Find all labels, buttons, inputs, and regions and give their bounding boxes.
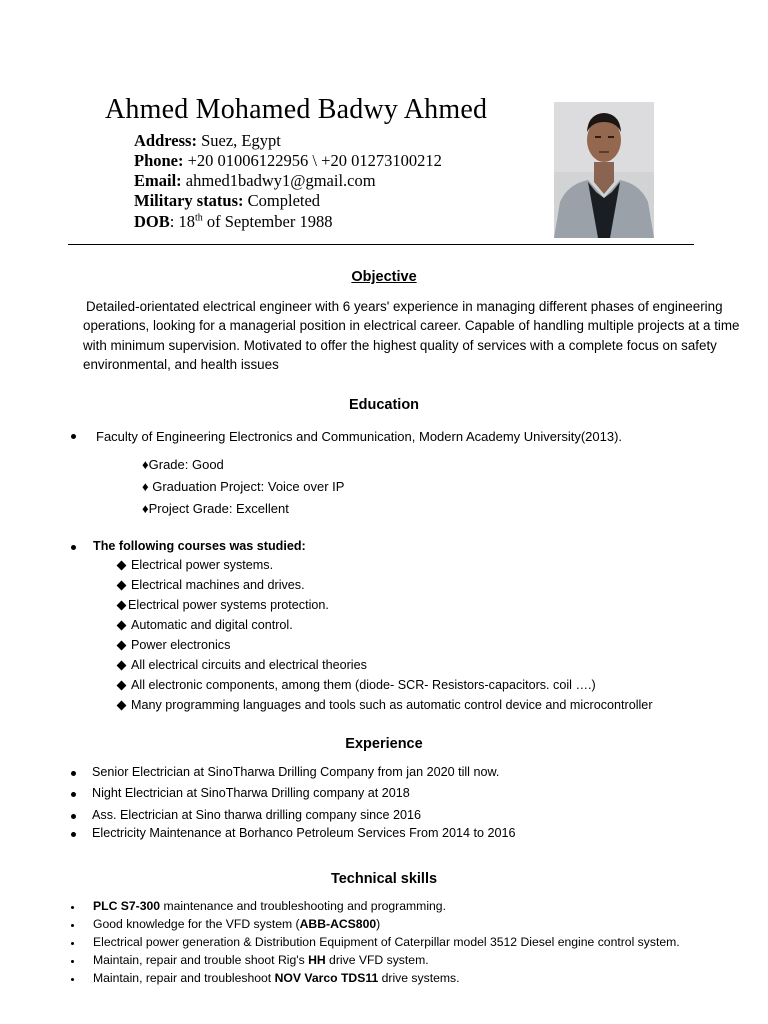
- course-item: [116, 618, 293, 632]
- diamond-bullet-icon: [117, 680, 127, 690]
- dob-day: : 18: [169, 212, 195, 231]
- skill-bold: ABB-ACS800: [299, 917, 377, 931]
- objective-line: Detailed-orientated electrical engineer with 6 years' experience in managing different phases of engineering: [86, 299, 723, 314]
- project-grade-line: ♦Project Grade: Excellent: [142, 501, 289, 516]
- education-heading: Education: [348, 397, 420, 413]
- skill-text: Good knowledge for the VFD system (: [93, 917, 300, 931]
- dob-suffix: th: [194, 212, 203, 224]
- address-line: [134, 131, 281, 151]
- objective-line: with minimum supervision. Motivated to offer the highest quality of services with a complete focus on safety: [83, 337, 717, 353]
- bullet-icon: [71, 960, 74, 963]
- skill-text-end: drive systems.: [378, 971, 460, 985]
- bullet-icon: [71, 978, 74, 981]
- skill-item: [93, 971, 460, 985]
- header-divider: [68, 244, 694, 245]
- course-label: Automatic and digital control.: [131, 618, 293, 632]
- diamond-bullet-icon: [117, 580, 127, 590]
- military-value: Completed: [243, 191, 321, 210]
- skill-bold: PLC S7-300: [93, 899, 161, 913]
- degree-text: Faculty of Engineering Electronics and Communication, Modern Academy University(2013).: [96, 429, 623, 444]
- course-item: [116, 558, 273, 572]
- skill-item: [93, 935, 680, 949]
- skill-text: maintenance and troubleshooting and programming.: [160, 899, 446, 913]
- bullet-icon: [71, 832, 76, 837]
- course-item: [116, 598, 329, 612]
- profile-photo-illustration: [554, 102, 654, 238]
- course-label: All electronic components, among them (diode- SCR- Resistors-capacitors. coil ….): [131, 678, 596, 692]
- skill-bold: HH: [308, 953, 326, 967]
- skill-text-end: drive VFD system.: [325, 953, 429, 967]
- course-item: [116, 698, 653, 712]
- courses-title: The following courses was studied:: [93, 539, 306, 553]
- candidate-name: Ahmed Mohamed Badwy Ahmed: [105, 94, 488, 125]
- bullet-icon: [71, 942, 74, 945]
- objective-line: operations, looking for a managerial position in electrical career. Capable of handling multiple projects at a time: [83, 318, 740, 334]
- email-value: ahmed1badwy1@gmail.com: [181, 171, 376, 190]
- objective-paragraph: [83, 297, 768, 375]
- diamond-bullet-icon: [117, 600, 127, 610]
- skill-text: Maintain, repair and troubleshoot: [93, 971, 275, 985]
- profile-photo: [554, 102, 654, 238]
- course-item: [116, 638, 230, 652]
- objective-line: environmental, and health issues: [83, 357, 279, 373]
- diamond-bullet-icon: [117, 640, 127, 650]
- experience-item: Night Electrician at SinoTharwa Drilling company at 2018: [92, 786, 410, 800]
- grade-line: ♦Grade: Good: [142, 457, 224, 472]
- bullet-icon: [71, 434, 76, 439]
- bullet-icon: [71, 906, 74, 909]
- skill-item: [93, 917, 380, 931]
- bullet-icon: [71, 792, 76, 797]
- course-label: All electrical circuits and electrical theories: [131, 658, 367, 672]
- dob-month-year: of September 1988: [202, 212, 333, 231]
- phone-line: [134, 151, 442, 171]
- diamond-bullet-icon: [117, 560, 127, 570]
- experience-item: Ass. Electrician at Sino tharwa drilling company since 2016: [92, 808, 421, 822]
- skill-item: [93, 899, 446, 913]
- course-label: Electrical power systems.: [131, 558, 274, 572]
- email-label: Email:: [134, 171, 182, 190]
- dob-line: [134, 212, 332, 232]
- course-item: [116, 678, 596, 692]
- course-item: [116, 658, 367, 672]
- course-label: Electrical machines and drives.: [131, 578, 305, 592]
- course-label: Many programming languages and tools such as automatic control device and microcontroller: [131, 698, 653, 712]
- phone-label: Phone:: [134, 151, 184, 170]
- experience-heading: Experience: [345, 736, 423, 752]
- objective-heading: Objective: [351, 269, 417, 285]
- address-label: Address:: [134, 131, 197, 150]
- skill-text: Electrical power generation & Distribution Equipment of Caterpillar model 3512 Diesel engine control system.: [93, 935, 680, 949]
- address-value: Suez, Egypt: [196, 131, 281, 150]
- diamond-bullet-icon: [117, 700, 127, 710]
- phone-value: +20 01006122956 \ +20 01273100212: [183, 151, 442, 170]
- dob-label: DOB: [134, 212, 170, 231]
- diamond-bullet-icon: [117, 660, 127, 670]
- course-label: Electrical power systems protection.: [128, 598, 329, 612]
- bullet-icon: [71, 814, 76, 819]
- course-item: [116, 578, 305, 592]
- graduation-project-line: ♦ Graduation Project: Voice over IP: [142, 479, 345, 494]
- skill-item: [93, 953, 429, 967]
- course-label: Power electronics: [131, 638, 231, 652]
- military-status-line: [134, 191, 320, 211]
- bullet-icon: [71, 545, 76, 550]
- technical-skills-heading: Technical skills: [330, 871, 438, 887]
- skill-text-end: ): [376, 917, 381, 931]
- bullet-icon: [71, 924, 74, 927]
- bullet-icon: [71, 771, 76, 776]
- military-label: Military status:: [134, 191, 244, 210]
- email-line: [134, 171, 376, 191]
- skill-text: Maintain, repair and trouble shoot Rig's: [93, 953, 309, 967]
- experience-item: Senior Electrician at SinoTharwa Drilling Company from jan 2020 till now.: [92, 765, 500, 779]
- diamond-bullet-icon: [117, 620, 127, 630]
- skill-bold: NOV Varco TDS11: [274, 971, 379, 985]
- experience-item: Electricity Maintenance at Borhanco Petroleum Services From 2014 to 2016: [92, 826, 516, 840]
